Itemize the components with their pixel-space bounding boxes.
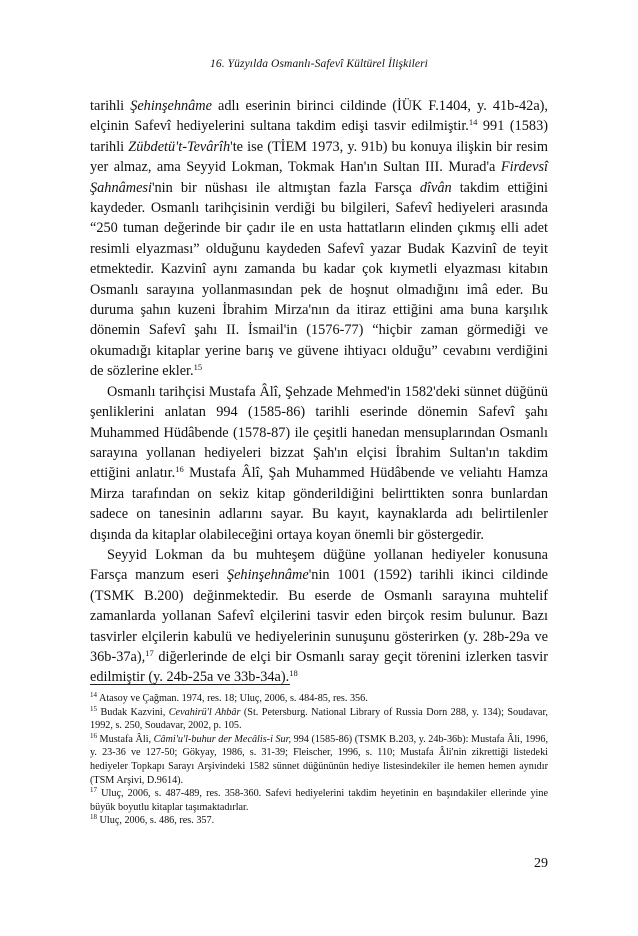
italic-title: Firdevsî Şahnâmesi (90, 159, 548, 196)
footnote-ref: 14 (90, 691, 97, 699)
text-run: 'nin 1001 (1592) tarihli ikinci cildinde (TSMK B.200) değinmektedir. Bu eserde de Osmanlı sarayına muhtelif zamanlarda yollanan Safevî elçilerini tasvir eden birçok resim bulunur. Bazı tasvirler elçilerin kabulü ve hediyelerinin sunuşunu gösterirken (y. 28b-29a ve 36b-37a), (90, 567, 548, 665)
text-run: 'te ise (TİEM 1973, y. 91b) bu konuya ilişkin bir resim yer almaz, ama Seyyid Lokman, Tokmak Han'ın Sultan III. Murad'a (90, 138, 548, 176)
body-paragraph (90, 382, 548, 545)
text-run: Uluç, 2006, s. 486, res. 357. (97, 815, 215, 827)
text-run: 'nin bir nüshası ile altmıştan fazla Farsça (151, 179, 420, 196)
italic-title: Şehinşehnâme (226, 567, 309, 584)
footnote-ref: 16 (175, 464, 184, 475)
text-run: Seyyid Lokman da bu muhteşem düğüne yollanan hediyeler konusuna Farsça manzum eseri (90, 546, 548, 584)
italic-title: dîvân (419, 179, 452, 196)
text-run: 991 (1583) tarihli (90, 118, 548, 155)
footnote (90, 787, 548, 814)
text-run: diğerlerinde de elçi bir Osmanlı saray geçit törenini izlerken tasvir edilmiştir (y. 24b-25a ve 33b-34a). (90, 648, 548, 686)
footnotes (90, 692, 548, 828)
text-run: takdim ettiğini kaydeder. Osmanlı tarihçisinin verdiği bu bilgileri, Safevî hediyeleri arasında “250 tuman değerinde bir çadır ile en usta hattatların elinden çıkmış elli adet resimli elyazması” olduğunu kaydeden Safevî yazar Budak Kazvinî de teyit etmektedir. Kazvinî aynı zamanda bu kadar çok kıymetli elyazması kitabın Osmanlı sarayına yollanmasından pek de hoşnut olmadığını imâ eder. Bu duruma şahın kuzeni İbrahim Mirza'nın da itiraz ettiğini ama buna karşılık dönemin Safevî şahı II. İsmail'in (1576-77) “hiçbir zaman görmediği ve okumadığı kitaplar yerine barış ve güvene ihtiyacı olduğu” cevabını verdiğini de sözlerine ekler. (90, 179, 548, 380)
body-paragraph (90, 96, 548, 382)
text-run: adlı eserinin birinci cildinde (İÜK F.1404, y. 41b-42a), elçinin Safevî hediyelerini sultana takdim edişi tasvir edilmiştir. (90, 98, 548, 135)
running-head: 16. Yüzyılda Osmanlı-Safevî Kültürel İlişkileri (210, 58, 428, 70)
footnote (90, 706, 548, 733)
text-run: Mustafa Âlî, Şah Muhammed Hüdâbende ve veliahtı Hamza Mirza tarafından on sekiz kitap gönderildiğini belirttikten sonra bunlardan sadece on tanesinin adlarını sayar. Bu kayıt, kaynaklarda adı belirtilenler dışında da kitaplar olabileceğini ortaya koyan önemli bir göstergedir. (90, 465, 548, 543)
footnote-ref: 18 (90, 813, 97, 822)
footnote-ref: 17 (145, 647, 154, 658)
footnote-ref: 16 (90, 731, 97, 740)
text-run: (St. Petersburg. National Library of Russia Dorn 288, y. 134); Soudavar, 1992, s. 250, Soudavar, 2002, p. 105. (90, 706, 548, 732)
footnote (90, 814, 548, 828)
footnote-ref: 15 (193, 362, 203, 373)
text-run: Mustafa Âli, (97, 733, 154, 745)
italic-title: Cevahirü'l Ahbâr (168, 706, 241, 718)
text-run: 994 (1585-86) (TSMK B.203, y. 24b-36b): Mustafa Âli, 1996, y. 23-36 ve 127-50; Gökyay, 1986, s. 31-39; Fleischer, 1996, s. 110; Mustafa Âli'nin zikrettiği listedeki hediyeler Topkapı Sarayı Arşivindeki 1582 sünnet düğününün hediye listesindekiler ile hemen hemen aynıdır (TSM Arşivi, D.9614). (90, 733, 549, 786)
body-text (90, 96, 548, 688)
footnote-divider (90, 684, 290, 685)
footnote (90, 733, 548, 787)
page-number: 29 (534, 856, 548, 871)
text-run: Osmanlı tarihçisi Mustafa Âlî, Şehzade Mehmed'in 1582'deki sünnet düğünü şenliklerini anlatan 994 (1585-86) tarihli eserinde dönemin Safevî şahı Muhammed Hüdâbende (1578-87) ile çeşitli hanedan mensuplarından Osmanlı sarayına yollanan hediyeleri bizzat Şah'ın elçisi İbrahim Sultan'ın takdim ettiğini anlatır. (90, 383, 548, 482)
text-run: Budak Kazvini, (97, 706, 169, 718)
text-run: Uluç, 2006, s. 487-489, res. 358-360. Safevi hediyelerini takdim heyetinin en başındakiler ellerinde yine büyük boyutlu kitaplar taşımaktadırlar. (90, 788, 548, 813)
body-paragraph (90, 545, 548, 688)
text-run: tarihli (90, 98, 131, 114)
footnote-ref: 15 (90, 704, 97, 713)
text-run: Atasoy ve Çağman. 1974, res. 18; Uluç, 2006, s. 484-85, res. 356. (97, 693, 368, 704)
italic-title: Câmi'u'l-buhur der Mecâlis-i Sur, (153, 733, 292, 745)
footnote-ref: 18 (289, 668, 298, 679)
italic-title: Şehinşehnâme (130, 98, 212, 114)
footnote-ref: 14 (468, 117, 478, 128)
italic-title: Zübdetü't-Tevârîh (128, 138, 231, 155)
footnote (90, 692, 548, 706)
footnote-ref: 17 (90, 786, 97, 795)
